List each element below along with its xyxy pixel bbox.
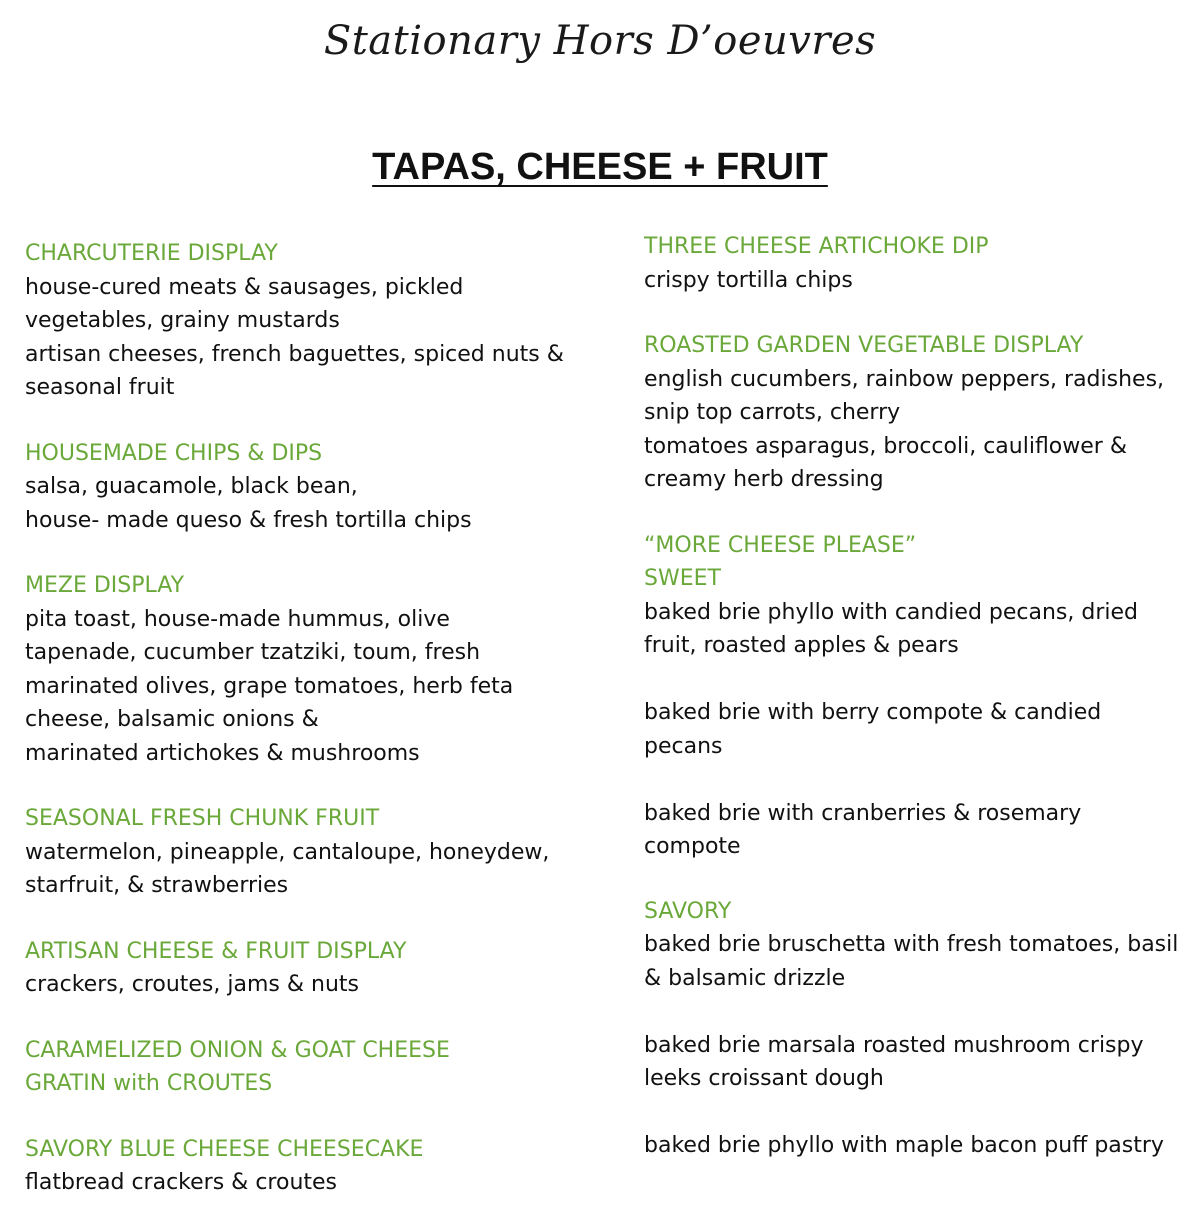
item-description: tomatoes asparagus, broccoli, cauliflower &: [644, 433, 1127, 459]
menu-item-cheesecake: [25, 1133, 585, 1200]
item-description: watermelon, pineapple, cantaloupe, honeydew,: [25, 839, 550, 865]
item-heading: MEZE DISPLAY: [25, 573, 185, 598]
item-heading: ARTISAN CHEESE & FRUIT DISPLAY: [25, 938, 407, 964]
item-description: flatbread crackers & croutes: [25, 1170, 338, 1195]
item-heading: SAVORY BLUE CHEESE CHEESECAKE: [25, 1136, 424, 1162]
item-heading: GRATIN with CROUTES: [25, 1071, 273, 1096]
item-description: seasonal fruit: [25, 375, 175, 400]
item-description: house- made queso & fresh tortilla chips: [25, 507, 472, 533]
section-title: [0, 146, 1200, 189]
menu-item-more-cheese: [644, 529, 1184, 1163]
item-heading: THREE CHEESE ARTICHOKE DIP: [644, 234, 989, 259]
item-description: marinated artichokes & mushrooms: [25, 740, 420, 766]
menu-item-vegetable-display: [644, 329, 1184, 497]
item-description: compote: [644, 834, 741, 859]
item-description: baked brie with berry compote & candied: [644, 700, 1102, 725]
subheading-savory: SAVORY: [644, 898, 732, 924]
item-heading: ROASTED GARDEN VEGETABLE DISPLAY: [644, 333, 1084, 358]
item-description: baked brie bruschetta with fresh tomatoes, basil: [644, 932, 1179, 957]
item-heading: CHARCUTERIE DISPLAY: [25, 241, 278, 266]
item-description: starfruit, & strawberries: [25, 873, 289, 898]
item-description: & balsamic drizzle: [644, 965, 846, 991]
item-description: fruit, roasted apples & pears: [644, 633, 959, 658]
item-description: crispy tortilla chips: [644, 267, 853, 293]
item-description: tapenade, cucumber tzatziki, toum, fresh: [25, 640, 481, 665]
item-description: leeks croissant dough: [644, 1066, 884, 1091]
right-column: [644, 230, 1184, 1195]
item-description: baked brie phyllo with maple bacon puff pastry: [644, 1133, 1164, 1158]
item-description: baked brie marsala roasted mushroom crispy: [644, 1032, 1144, 1058]
item-description: pita toast, house-made hummus, olive: [25, 606, 450, 632]
page-title: Stationary Hors D’oeuvres: [323, 18, 877, 64]
menu-item-cheese-fruit: [25, 935, 585, 1002]
item-description: vegetables, grainy mustards: [25, 308, 340, 333]
menu-item-artichoke-dip: [644, 230, 1184, 297]
item-description: crackers, croutes, jams & nuts: [25, 972, 359, 997]
subheading-sweet: SWEET: [644, 566, 721, 591]
item-heading: CARAMELIZED ONION & GOAT CHEESE: [25, 1037, 450, 1063]
item-description: artisan cheeses, french baguettes, spiced nuts &: [25, 341, 564, 367]
item-description: marinated olives, grape tomatoes, herb feta: [25, 673, 514, 699]
menu-item-gratin: [25, 1034, 585, 1101]
section-title-text: TAPAS, CHEESE + FRUIT: [372, 146, 828, 188]
item-description: snip top carrots, cherry: [644, 400, 901, 425]
item-description: baked brie with cranberries & rosemary: [644, 800, 1082, 826]
item-description: cheese, balsamic onions &: [25, 707, 319, 732]
item-heading: HOUSEMADE CHIPS & DIPS: [25, 440, 323, 466]
item-description: creamy herb dressing: [644, 467, 884, 492]
menu-item-meze: [25, 569, 585, 770]
item-description: house-cured meats & sausages, pickled: [25, 274, 464, 300]
menu-item-charcuterie: [25, 237, 585, 405]
menu-item-fruit: [25, 802, 585, 903]
item-description: english cucumbers, rainbow peppers, radishes,: [644, 366, 1165, 392]
menu-item-chips-dips: [25, 437, 585, 538]
item-heading: “MORE CHEESE PLEASE”: [644, 532, 917, 558]
left-column: [25, 237, 585, 1232]
item-description: salsa, guacamole, black bean,: [25, 474, 358, 499]
item-heading: SEASONAL FRESH CHUNK FRUIT: [25, 806, 380, 831]
item-description: pecans: [644, 733, 723, 759]
item-description: baked brie phyllo with candied pecans, dried: [644, 599, 1139, 625]
